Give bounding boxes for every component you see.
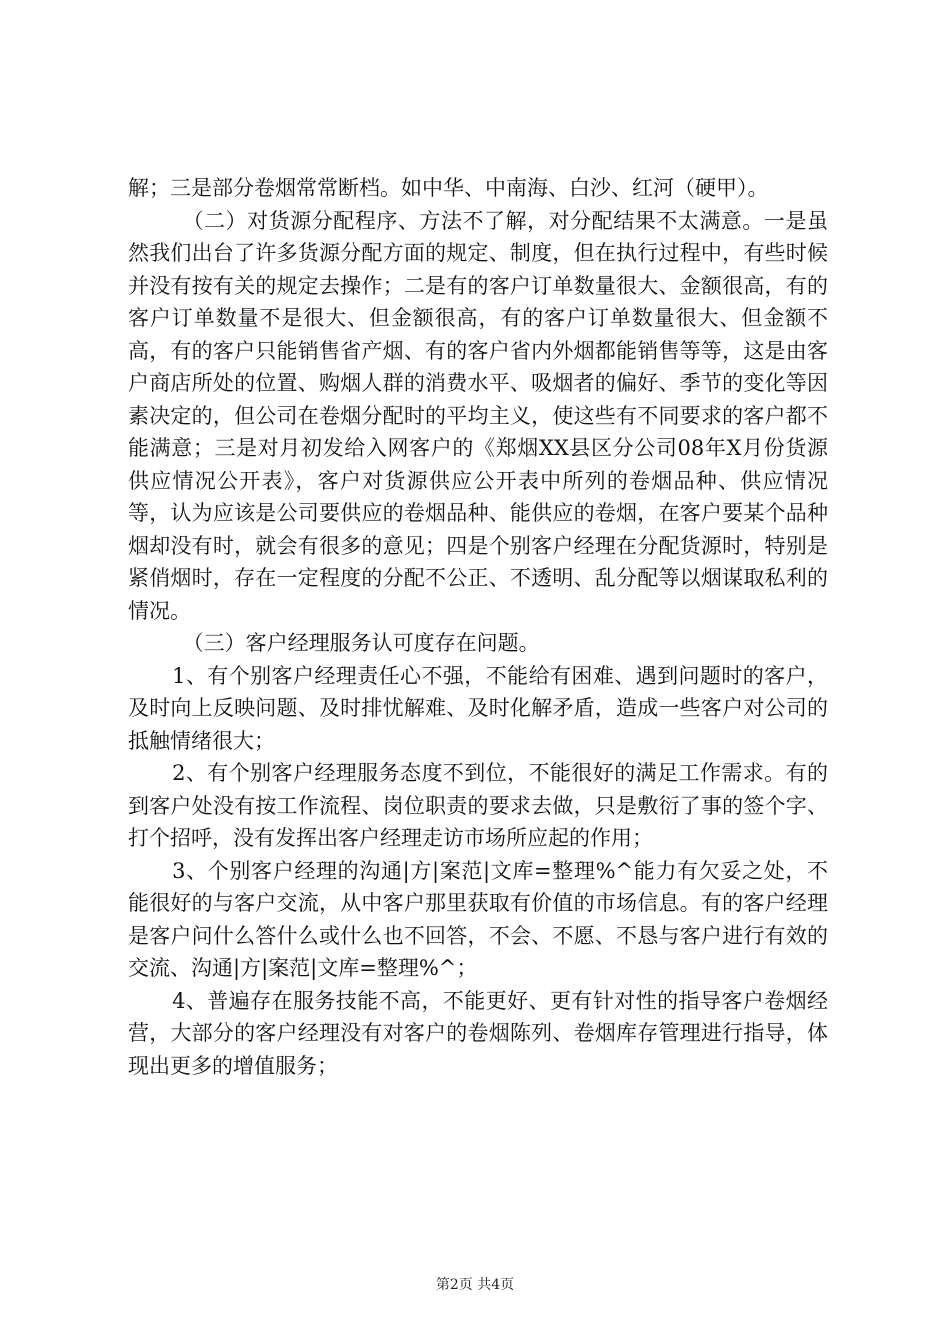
paragraph-continuation: 解；三是部分卷烟常常断档。如中华、中南海、白沙、红河（硬甲）。 [128,176,769,200]
paragraph-item-3: 3、个别客户经理的沟通|方|案范|文库=整理%^能力有欠妥之处，不能很好的与客户交流，从中客户那里获取有价值的市场信息。有的客户经理是客户问什么答什么或什么也不回答，不会、不愿、不恳与客户进行有效的交流、沟通|方|案范|文库=整理%^； [128,858,828,980]
paragraph-section-two: （二）对货源分配程序、方法不了解，对分配结果不太满意。一是虽然我们出台了许多货源分配方面的规定、制度，但在执行过程中，有些时候并没有按有关的规定去操作；二是有的客户订单数量很大、金额很高，有的客户订单数量不是很大、但金额很高，有的客户订单数量很大、但金额不高，有的客户只能销售省产烟、有的客户省内外烟都能销售等等，这是由客户商店所处的位置、购烟人群的消费水平、吸烟者的偏好、季节的变化等因素决定的，但公司在卷烟分配时的平均主义，使这些有不同要求的客户都不能满意；三是对月初发给入网客户的《郑烟XX县区分公司08年X月份货源供应情况公开表》，客户对货源供应公开表中所列的卷烟品种、供应情况等，认为应该是公司要供应的卷烟品种、能供应的卷烟，在客户要某个品种烟却没有时，就会有很多的意见；四是个别客户经理在分配货源时，特别是紧俏烟时，存在一定程度的分配不公正、不透明、乱分配等以烟谋取私利的情况。 [128,208,828,623]
paragraph-section-three-heading: （三）客户经理服务认可度存在问题。 [182,631,540,655]
paragraph-item-2: 2、有个别客户经理服务态度不到位，不能很好的满足工作需求。有的到客户处没有按工作流程、岗位职责的要求去做，只是敷衍了事的签个字、打个招呼，没有发挥出客户经理走访市场所应起的作用； [128,761,828,850]
document-body [128,172,828,1082]
page-footer: 第2页 共4页 [435,1277,515,1293]
paragraph-item-4: 4、普遍存在服务技能不高，不能更好、更有针对性的指导客户卷烟经营，大部分的客户经理没有对客户的卷烟陈列、卷烟库存管理进行指导，体现出更多的增值服务； [128,988,828,1078]
paragraph-item-1: 1、有个别客户经理责任心不强，不能给有困难、遇到问题时的客户，及时向上反映问题、及时排忧解难、及时化解矛盾，造成一些客户对公司的抵触情绪很大； [128,663,828,753]
